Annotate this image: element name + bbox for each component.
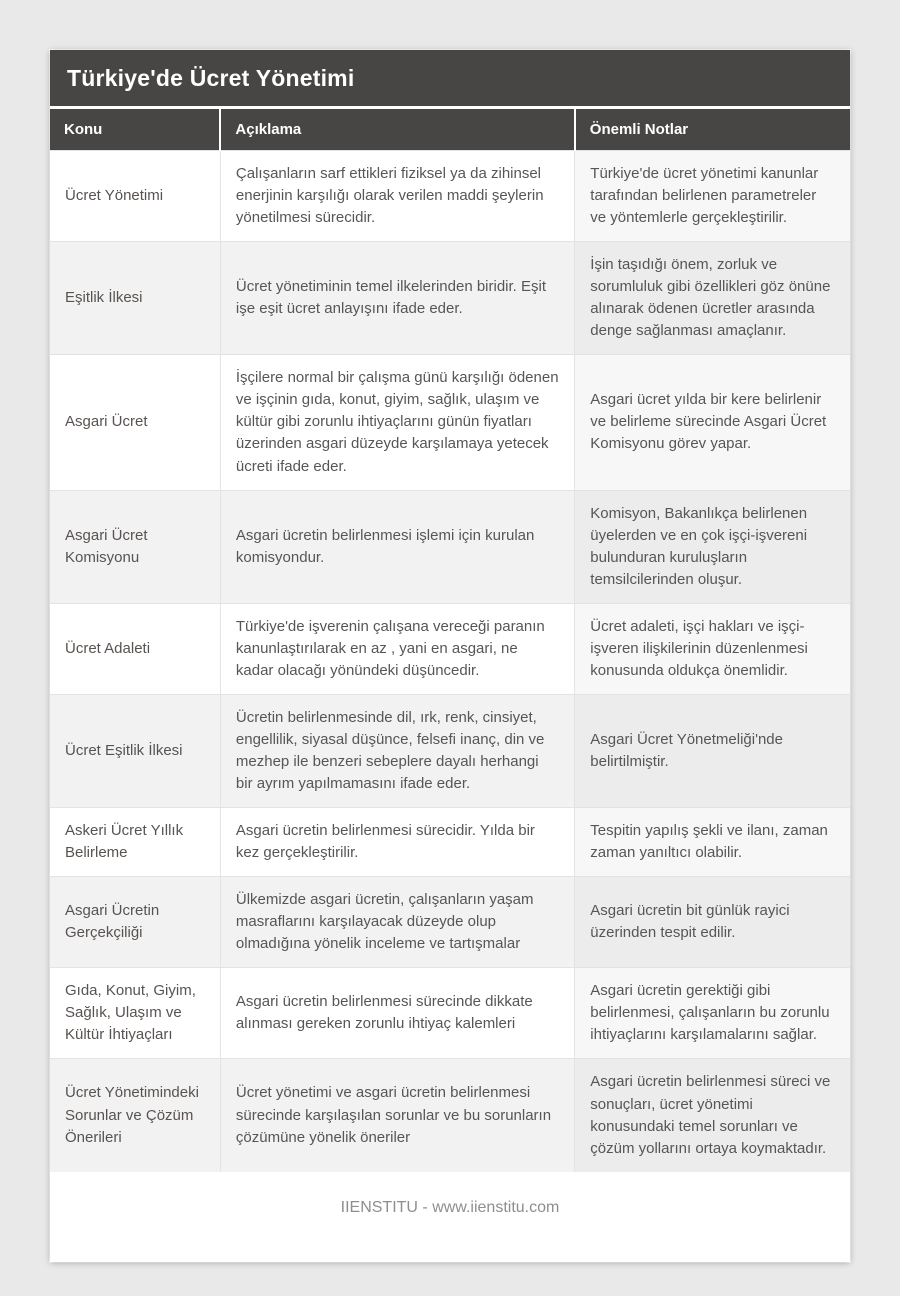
aciklama-cell: Asgari ücretin belirlenmesi sürecinde dikkate alınması gereken zorunlu ihtiyaç kalemleri: [220, 968, 574, 1059]
table-row: [50, 808, 850, 877]
aciklama-cell: İşçilere normal bir çalışma günü karşılığı ödenen ve işçinin gıda, konut, giyim, sağlık, ulaşım ve kültür gibi zorunlu ihtiyaçlarını günün fiyatları üzerinden asgari düzeyde karşılamaya yetecek ücreti ifade eder.: [220, 355, 574, 490]
table-row: [50, 877, 850, 968]
column-header-konu: Konu: [50, 109, 220, 151]
wage-management-table: [50, 109, 850, 1172]
table-header-row: [50, 109, 850, 151]
konu-cell: Asgari Ücret: [50, 355, 220, 490]
table-row: [50, 603, 850, 694]
page-title: Türkiye'de Ücret Yönetimi: [50, 50, 850, 109]
notlar-cell: Asgari ücretin bit günlük rayici üzerinden tespit edilir.: [575, 877, 850, 968]
table-row: [50, 355, 850, 490]
table-row: [50, 968, 850, 1059]
column-header-aciklama: Açıklama: [220, 109, 574, 151]
aciklama-cell: Asgari ücretin belirlenmesi sürecidir. Yılda bir kez gerçekleştirilir.: [220, 808, 574, 877]
content-card: [50, 50, 850, 1262]
konu-cell: Ücret Eşitlik İlkesi: [50, 694, 220, 807]
aciklama-cell: Çalışanların sarf ettikleri fiziksel ya da zihinsel enerjinin karşılığı olarak verilen maddi şeylerin yönetilmesi sürecidir.: [220, 151, 574, 242]
konu-cell: Eşitlik İlkesi: [50, 242, 220, 355]
table-row: [50, 1059, 850, 1172]
konu-cell: Ücret Adaleti: [50, 603, 220, 694]
footer-attribution: IIENSTITU - www.iienstitu.com: [340, 1198, 560, 1216]
notlar-cell: Ücret adaleti, işçi hakları ve işçi-işveren ilişkilerinin düzenlenmesi konusunda oldukça önemlidir.: [575, 603, 850, 694]
aciklama-cell: Ücret yönetimi ve asgari ücretin belirlenmesi sürecinde karşılaşılan sorunlar ve bu sorunların çözümüne yönelik öneriler: [220, 1059, 574, 1172]
konu-cell: Gıda, Konut, Giyim, Sağlık, Ulaşım ve Kültür İhtiyaçları: [50, 968, 220, 1059]
notlar-cell: Asgari ücretin gerektiği gibi belirlenmesi, çalışanların bu zorunlu ihtiyaçlarını karşılamalarını sağlar.: [575, 968, 850, 1059]
aciklama-cell: Ülkemizde asgari ücretin, çalışanların yaşam masraflarını karşılayacak düzeyde olup olmadığına yönelik inceleme ve tartışmalar: [220, 877, 574, 968]
table-row: [50, 490, 850, 603]
notlar-cell: Tespitin yapılış şekli ve ilanı, zaman zaman yanıltıcı olabilir.: [575, 808, 850, 877]
konu-cell: Askeri Ücret Yıllık Belirleme: [50, 808, 220, 877]
table-row: [50, 151, 850, 242]
notlar-cell: Türkiye'de ücret yönetimi kanunlar tarafından belirlenen parametreler ve yöntemlerle gerçekleştirilir.: [575, 151, 850, 242]
konu-cell: Asgari Ücretin Gerçekçiliği: [50, 877, 220, 968]
notlar-cell: Komisyon, Bakanlıkça belirlenen üyelerden ve en çok işçi-işvereni bulunduran kuruluşların temsilcilerinden oluşur.: [575, 490, 850, 603]
aciklama-cell: Asgari ücretin belirlenmesi işlemi için kurulan komisyondur.: [220, 490, 574, 603]
table-row: [50, 694, 850, 807]
aciklama-cell: Ücret yönetiminin temel ilkelerinden biridir. Eşit işe eşit ücret anlayışını ifade eder.: [220, 242, 574, 355]
table-row: [50, 242, 850, 355]
aciklama-cell: Ücretin belirlenmesinde dil, ırk, renk, cinsiyet, engellilik, siyasal düşünce, felsefi inanç, din ve mezhep ile benzeri sebeplere dayalı herhangi bir ayrım yapılmamasını ifade eder.: [220, 694, 574, 807]
notlar-cell: İşin taşıdığı önem, zorluk ve sorumluluk gibi özellikleri göz önüne alınarak ödenen ücretler arasında denge sağlanması amaçlanır.: [575, 242, 850, 355]
aciklama-cell: Türkiye'de işverenin çalışana vereceği paranın kanunlaştırılarak en az , yani en asgari, ne kadar olacağı yönündeki düşüncedir.: [220, 603, 574, 694]
konu-cell: Asgari Ücret Komisyonu: [50, 490, 220, 603]
notlar-cell: Asgari ücretin belirlenmesi süreci ve sonuçları, ücret yönetimi konusundaki temel sorunları ve çözüm yollarını ortaya koymaktadır.: [575, 1059, 850, 1172]
notlar-cell: Asgari Ücret Yönetmeliği'nde belirtilmiştir.: [575, 694, 850, 807]
konu-cell: Ücret Yönetimi: [50, 151, 220, 242]
konu-cell: Ücret Yönetimindeki Sorunlar ve Çözüm Önerileri: [50, 1059, 220, 1172]
notlar-cell: Asgari ücret yılda bir kere belirlenir ve belirleme sürecinde Asgari Ücret Komisyonu görev yapar.: [575, 355, 850, 490]
column-header-onemli-notlar: Önemli Notlar: [575, 109, 850, 151]
